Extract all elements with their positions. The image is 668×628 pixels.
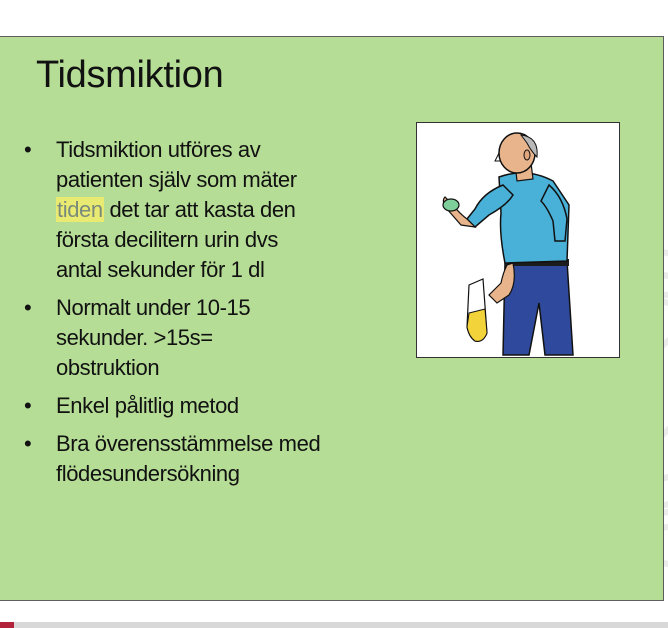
bullet-line: Normalt under 10-15: [56, 295, 251, 320]
bullet-dot-icon: •: [24, 295, 32, 320]
bullet-line: [56, 195, 410, 225]
bottom-accent: [0, 622, 14, 628]
slide-title: Tidsmiktion: [36, 54, 224, 96]
illustration-frame: [416, 122, 620, 358]
bullet-line: flödesundersökning: [56, 461, 240, 486]
bullet-item: [20, 429, 410, 489]
bullet-line-rest: det tar att kasta den: [109, 197, 296, 222]
bullet-dot-icon: •: [24, 431, 32, 456]
bullet-line: Enkel pålitlig metod: [56, 393, 239, 418]
bullet-item: [20, 293, 410, 383]
highlighted-word: tiden: [57, 197, 103, 222]
bullet-line: Bra överensstämmelse med: [56, 431, 321, 456]
bullet-line: Tidsmiktion utföres av: [56, 137, 261, 162]
bullet-dot-icon: •: [24, 137, 32, 162]
bullet-list: [20, 135, 410, 497]
man-with-stopwatch-and-urine-cup-icon: [417, 123, 619, 357]
bottom-bar: [0, 622, 668, 628]
bullet-item: [20, 135, 410, 285]
bullet-line: första decilitern urin dvs: [56, 227, 278, 252]
bullet-line: obstruktion: [56, 355, 160, 380]
bullet-line: patienten själv som mäter: [56, 167, 297, 192]
bullet-line: sekunder. >15s=: [56, 325, 213, 350]
bullet-dot-icon: •: [24, 393, 32, 418]
bullet-line: antal sekunder för 1 dl: [56, 257, 265, 282]
bullet-item: [20, 391, 410, 421]
